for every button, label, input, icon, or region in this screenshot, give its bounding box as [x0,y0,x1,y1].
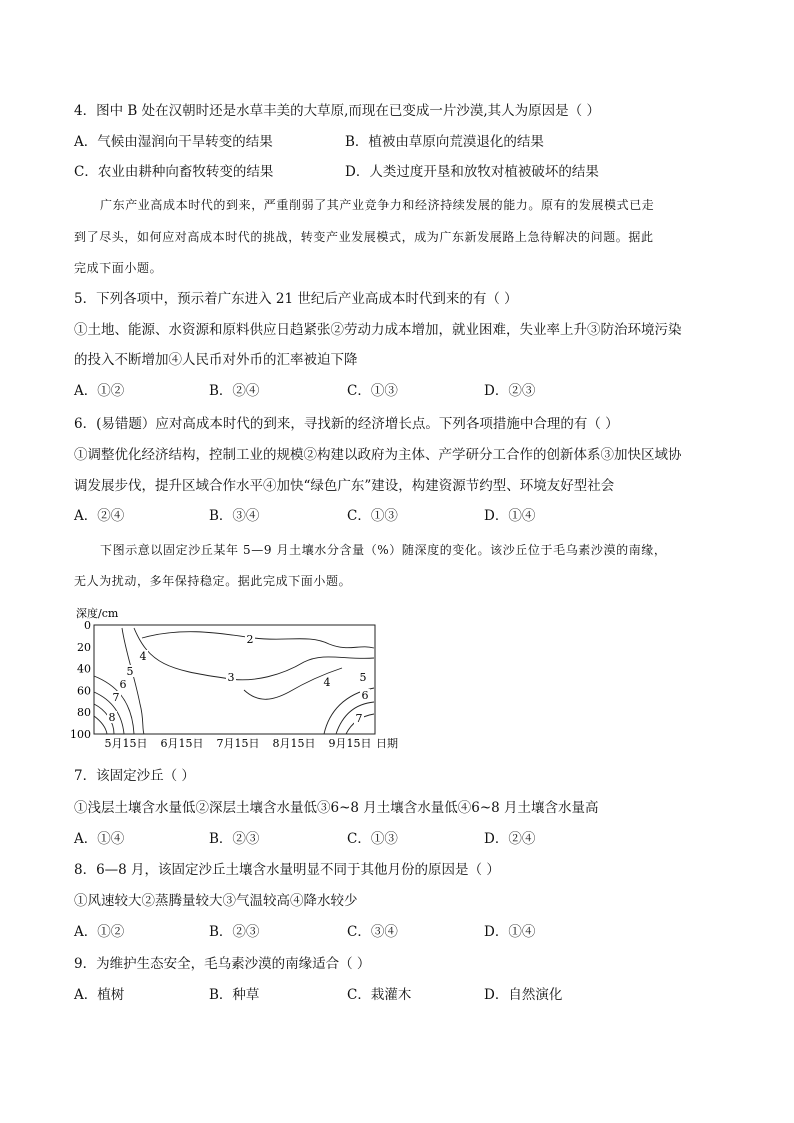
contour-label: 3 [227,671,235,684]
q8-option-d: D．①④ [484,924,536,940]
chart-y-axis-label: 深度/cm [76,607,119,620]
q7-option-a: A．①④ [74,831,125,847]
q6-stem: 6．(易错题）应对高成本时代的到来，寻找新的经济增长点。下列各项措施中合理的有（ ） [74,416,619,432]
q7-items-line1: ①浅层土壤含水量低②深层土壤含水量低③6~8 月土壤含水量低④6~8 月土壤含水量高 [74,800,599,816]
q6-option-c: C．①③ [347,508,398,524]
q4-option-a: A．气候由湿润向干旱转变的结果 [74,134,273,150]
q4-option-b: B．植被由草原向荒漠退化的结果 [345,134,544,150]
q5-stem: 5．下列各项中，预示着广东进入 21 世纪后产业高成本时代到来的有（ ） [74,291,518,307]
q8-stem: 8．6—8 月，该固定沙丘土壤含水量明显不同于其他月份的原因是（ ） [74,862,500,878]
chart-y-tick-label: 80 [77,706,91,720]
chart-y-tick-label: 0 [84,619,91,632]
chart-contour-labels [107,633,370,725]
soil-moisture-contour-chart [70,604,414,752]
q9-option-d: D．自然演化 [484,987,563,1003]
q5-option-d: D．②③ [484,383,536,399]
q5-items-line1: ①土地、能源、水资源和原料供应日趋紧张②劳动力成本增加，就业困难，失业率上升③防治环境污染 [74,322,682,338]
q9-option-c: C．栽灌木 [347,987,412,1003]
chart-y-tick-label: 20 [77,640,91,654]
chart-y-ticks [70,619,91,741]
contour-label: 5 [359,671,367,684]
chart-y-tick-label: 40 [77,662,91,676]
q7-option-c: C．①③ [347,831,398,847]
contour-label: 6 [119,678,127,691]
q8-option-b: B．②③ [209,924,260,940]
chart-x-axis-label: 日期 [376,737,398,750]
q6-items-line2: 调发展步伐，提升区域合作水平④加快“绿色广东”建设，构建资源节约型、环境友好型社会 [74,478,615,494]
q5-items-line2: 的投入不断增加④人民币对外币的汇率被迫下降 [74,352,358,368]
q8-option-a: A．①② [74,924,125,940]
passage1-line2: 到了尽头，如何应对高成本时代的挑战，转变产业发展模式，成为广东新发展路上急待解决的问题。据此 [74,230,654,244]
q9-stem: 9．为维护生态安全，毛乌素沙漠的南缘适合（ ） [74,956,371,972]
q6-option-d: D．①④ [484,508,536,524]
contour-label: 7 [112,691,120,704]
contour-label: 7 [355,712,363,725]
q7-stem: 7．该固定沙丘（ ） [74,768,195,784]
contour-2 [142,632,374,648]
contour-label: 6 [361,689,369,702]
chart-x-tick-label: 5月15日 [104,737,148,750]
q5-option-b: B．②④ [209,383,260,399]
q7-option-b: B．②③ [209,831,260,847]
q6-option-a: A．②④ [74,508,125,524]
q4-option-d: D．人类过度开垦和放牧对植被破坏的结果 [345,164,599,180]
q8-option-c: C．③④ [347,924,398,940]
chart-y-tick-label: 100 [70,728,91,741]
passage1-line3: 完成下面小题。 [74,261,163,275]
q6-items-line1: ①调整优化经济结构，控制工业的规模②构建以政府为主体、产学研分工合作的创新体系③加快区域协 [74,447,682,463]
q7-option-d: D．②④ [484,831,536,847]
contour-8-left [94,716,107,734]
contour-label: 4 [139,650,147,663]
q4-stem: 4．图中 B 处在汉朝时还是水草丰美的大草原,而现在已变成一片沙漠,其人为原因是（ ） [74,103,600,119]
passage2-line2: 无人为扰动，多年保持稳定。据此完成下面小题。 [74,574,352,588]
q8-items-line1: ①风速较大②蒸腾量较大③气温较高④降水较少 [74,893,358,909]
contour-label: 8 [108,711,116,724]
chart-x-tick-label: 8月15日 [272,737,316,750]
chart-y-tick-label: 60 [77,684,91,698]
q5-option-c: C．①③ [347,383,398,399]
chart-x-tick-label: 7月15日 [216,737,260,750]
q9-option-b: B．种草 [209,987,260,1003]
chart-x-tick-label: 6月15日 [160,737,204,750]
q4-option-c: C．农业由耕种向畜牧转变的结果 [74,164,274,180]
contour-label: 4 [323,676,331,689]
passage2-line1: 下图示意以固定沙丘某年 5—9 月土壤水分含量（%）随深度的变化。该沙丘位于毛乌素沙漠的南缘， [100,543,667,557]
q9-option-a: A．植树 [74,987,125,1003]
contour-label: 2 [246,633,254,646]
passage1-line1: 广东产业高成本时代的到来，严重削弱了其产业竞争力和经济持续发展的能力。原有的发展模式已走 [100,198,655,212]
chart-x-ticks [105,737,372,750]
q6-option-b: B．③④ [209,508,260,524]
chart-x-tick-label: 9月15日 [328,737,372,750]
contour-label: 5 [126,665,134,678]
q5-option-a: A．①② [74,383,125,399]
